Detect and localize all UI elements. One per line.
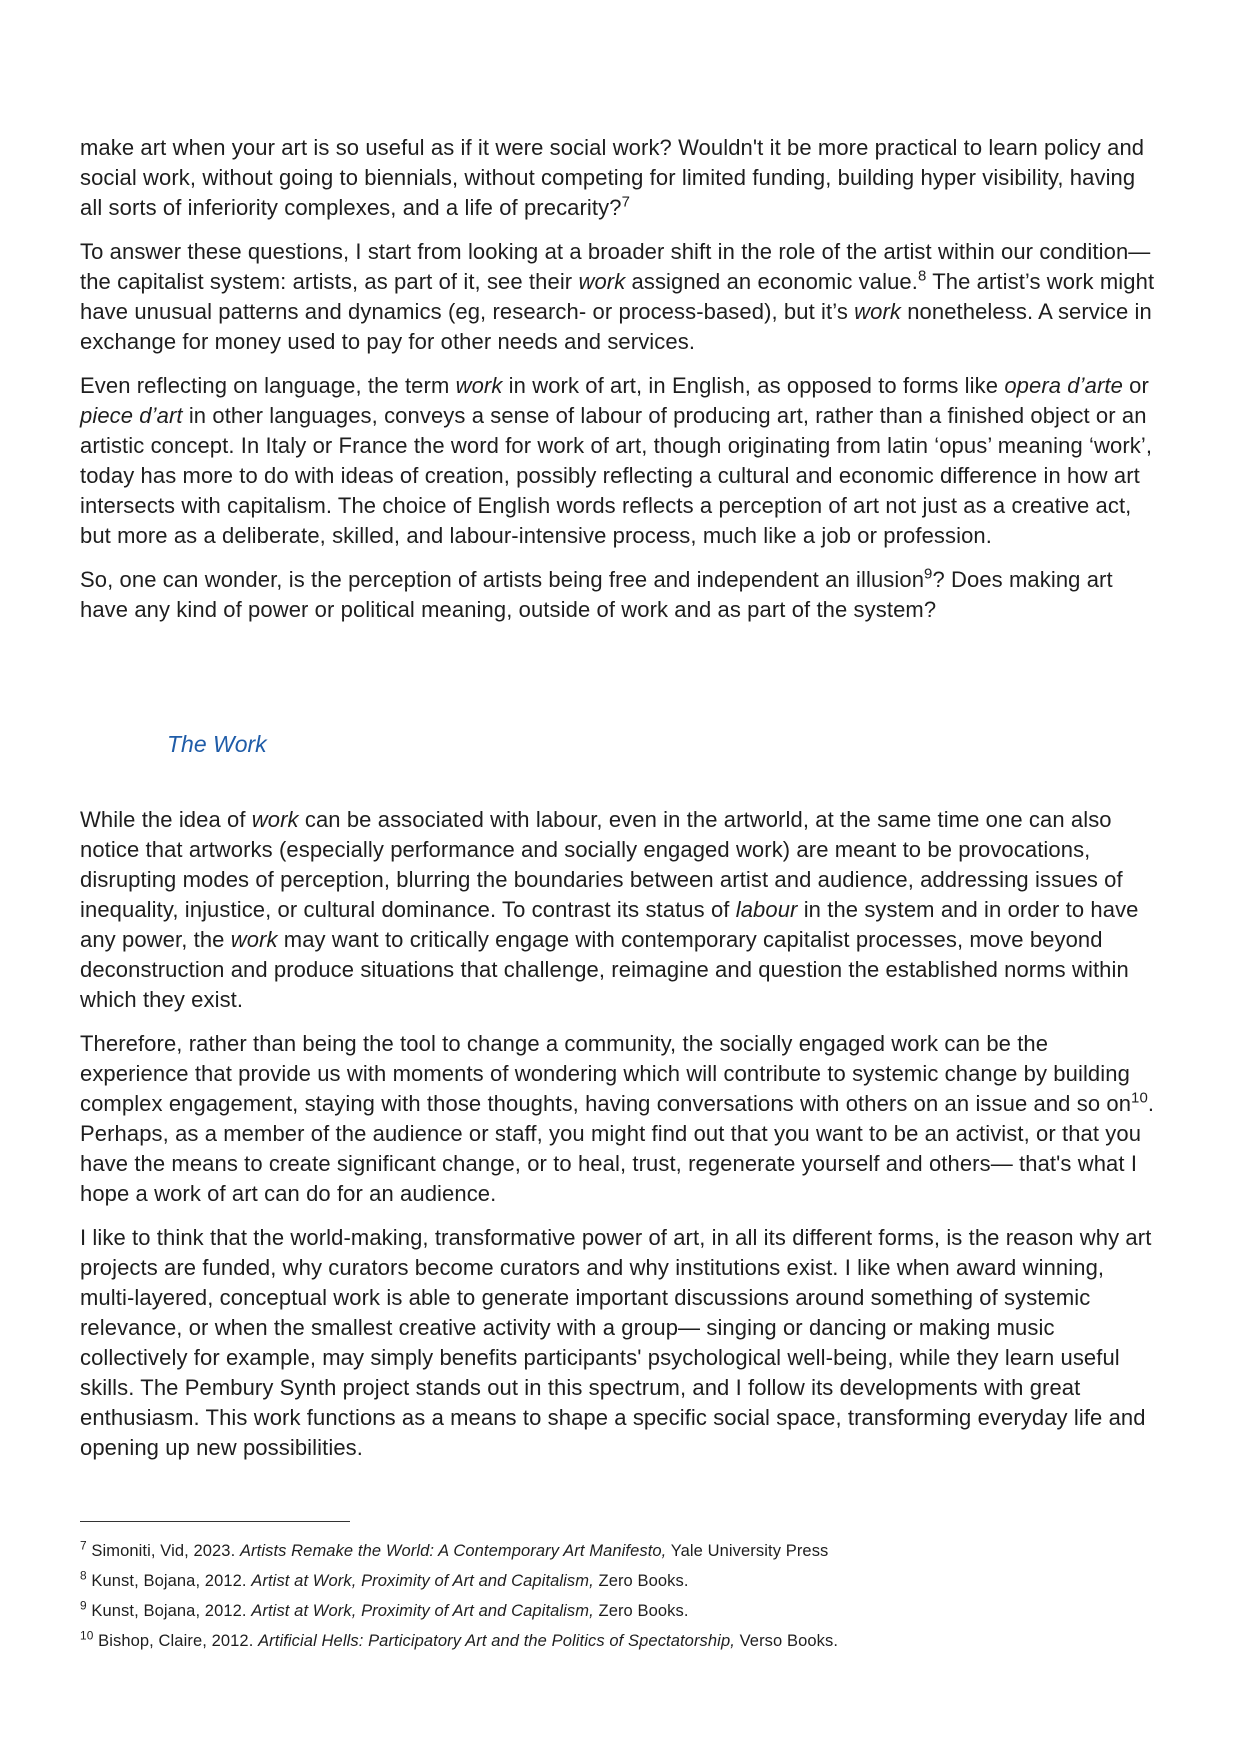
- section-heading: The Work: [167, 731, 267, 757]
- document-body: [80, 133, 1160, 1463]
- footnote: $^7$ Simoniti, Vid, 2023. Artists Remake the World: A Contemporary Art Manifesto, Yale University Press: [80, 1538, 829, 1560]
- body-paragraph: To answer these questions, I start from looking at a broader shift in the role of the artist within our condition— the capitalist system: artists, as part of it, see their work assigned an economic value.$^8$ The artist’s work might have unusual patterns and dynamics (eg, research- or process-based), but it’s work nonetheless. A service in exchange for money used to pay for other needs and services.: [80, 239, 1155, 354]
- body-paragraph: So, one can wonder, is the perception of artists being free and independent an illusion$^9$? Does making art have any kind of power or political meaning, outside of work and as part of the system?: [80, 565, 1113, 622]
- footnote: $^{10}$ Bishop, Claire, 2012. Artificial Hells: Participatory Art and the Politics of Spectatorship, Verso Books.: [80, 1628, 839, 1650]
- footnote-separator: [80, 1521, 350, 1522]
- footnote: $^8$ Kunst, Bojana, 2012. Artist at Work, Proximity of Art and Capitalism, Zero Books.: [80, 1568, 689, 1590]
- body-paragraph: Therefore, rather than being the tool to change a community, the socially engaged work can be the experience that provide us with moments of wondering which will contribute to systemic change by building complex engagement, staying with those thoughts, having conversations with others on an issue and so $on^{10}$. Perhaps, as a member of the audience or staff, you might find out that you want to be an activist, or that you have the means to create significant change, or to heal, trust, regenerate yourself and others— that's what I hope a work of art can do for an audience.: [80, 1031, 1155, 1206]
- body-paragraph: I like to think that the world-making, transformative power of art, in all its different forms, is the reason why art projects are funded, why curators become curators and why institutions exist. I like when award winning, multi-layered, conceptual work is able to generate important discussions around something of systemic relevance, or when the smallest creative activity with a group— singing or dancing or making music collectively for example, may simply benefits participants' psychological well-being, while they learn useful skills. The Pembury Synth project stands out in this spectrum, and I follow its developments with great enthusiasm. This work functions as a means to shape a specific social space, transforming everyday life and opening up new possibilities.: [80, 1225, 1152, 1460]
- footnote-section: [80, 1521, 1160, 1656]
- footnote: $^9$ Kunst, Bojana, 2012. Artist at Work, Proximity of Art and Capitalism, Zero Books.: [80, 1598, 689, 1620]
- body-paragraph: While the idea of work can be associated with labour, even in the artworld, at the same time one can also notice that artworks (especially performance and socially engaged work) are meant to be provocations, disrupting modes of perception, blurring the boundaries between artist and audience, addressing issues of inequality, injustice, or cultural dominance. To contrast its status of labour in the system and in order to have any power, the work may want to critically engage with contemporary capitalist processes, move beyond deconstruction and produce situations that challenge, reimagine and question the established norms within which they exist.: [80, 807, 1139, 1012]
- body-paragraph: Even reflecting on language, the term work in work of art, in English, as opposed to forms like opera d’arte or piece d’art in other languages, conveys a sense of labour of producing art, rather than a finished object or an artistic concept. In Italy or France the word for work of art, though originating from latin ‘opus’ meaning ‘work’, today has more to do with ideas of creation, possibly reflecting a cultural and economic difference in how art intersects with capitalism. The choice of English words reflects a perception of art not just as a creative act, but more as a deliberate, skilled, and labour-intensive process, much like a job or profession.: [80, 373, 1153, 548]
- body-paragraph: make art when your art is so useful as if it were social work? Wouldn't it be more practical to learn policy and social work, without going to biennials, without competing for limited funding, building hyper visibility, having all sorts of inferiority complexes, and a life of precarity?$^7$: [80, 135, 1145, 220]
